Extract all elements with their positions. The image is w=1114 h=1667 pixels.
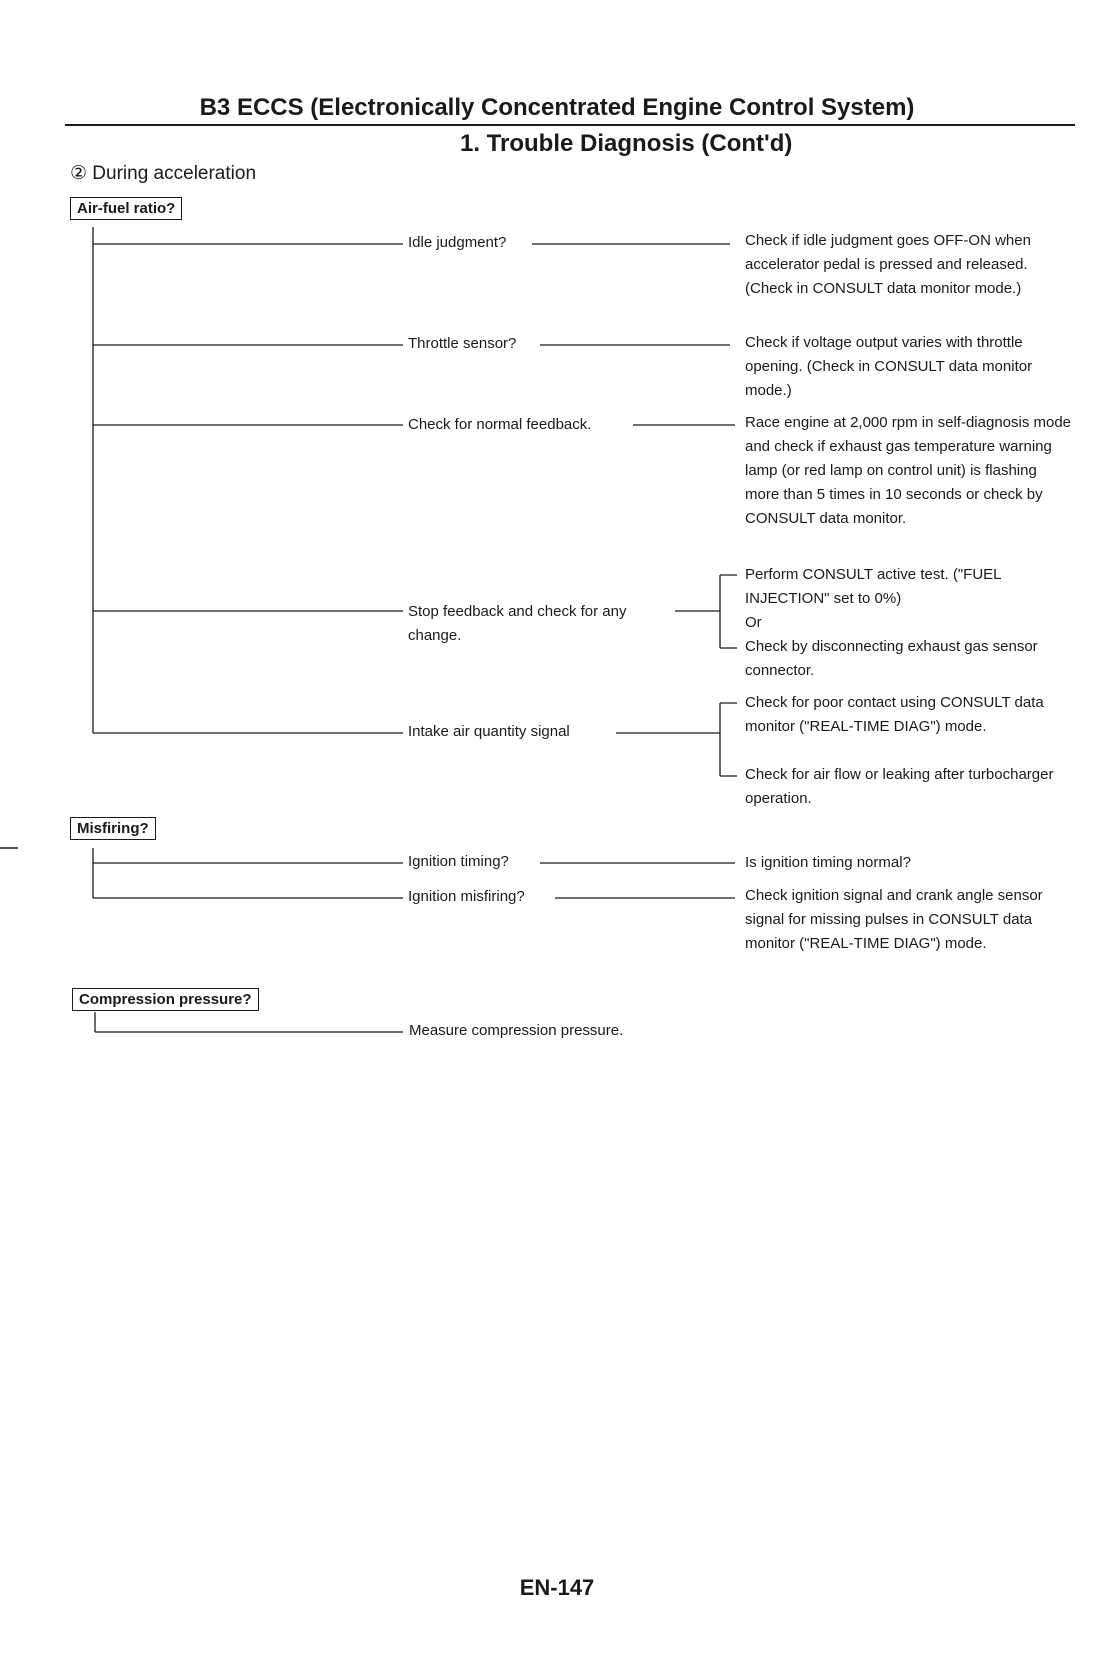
page-number: EN-147 <box>519 1575 595 1600</box>
section-title: ② During acceleration <box>70 163 257 184</box>
check-label-idle-judgment: Idle judgment? <box>405 234 509 251</box>
action-text: Check for poor contact using CONSULT data monitor ("REAL-TIME DIAG") mode. <box>745 694 1044 735</box>
check-label-ignition-misfiring: Ignition misfiring? <box>405 888 528 905</box>
check-label-throttle-sensor: Throttle sensor? <box>405 335 519 352</box>
action-text: Check for air flow or leaking after turbocharger operation. <box>745 766 1054 807</box>
group-box-compression-pressure: Compression pressure? <box>72 988 259 1011</box>
check-label-ignition-timing: Ignition timing? <box>405 853 512 870</box>
action-text: Race engine at 2,000 rpm in self-diagnosis mode and check if exhaust gas temperature warning lamp (or red lamp on control unit) is flashing more than 5 times in 10 seconds or check by CONSULT data monitor. <box>745 414 1072 527</box>
action-text: Perform CONSULT active test. ("FUEL INJECTION" set to 0%) <box>745 566 1001 607</box>
page-subtitle: 1. Trouble Diagnosis (Cont'd) <box>460 130 793 157</box>
action-text: Check if voltage output varies with throttle opening. (Check in CONSULT data monitor mode.) <box>745 334 1033 399</box>
check-label-measure-compression: Measure compression pressure. <box>406 1022 626 1039</box>
check-label-normal-feedback: Check for normal feedback. <box>405 416 594 433</box>
page-title: B3 ECCS (Electronically Concentrated Engine Control System) <box>199 94 915 121</box>
group-box-air-fuel-ratio: Air-fuel ratio? <box>70 197 182 220</box>
action-text: Check if idle judgment goes OFF-ON when accelerator pedal is pressed and released. (Check in CONSULT data monitor mode.) <box>745 232 1031 297</box>
action-text: Or <box>745 614 762 631</box>
group-box-misfiring: Misfiring? <box>70 817 156 840</box>
action-text: Check ignition signal and crank angle sensor signal for missing pulses in CONSULT data monitor ("REAL-TIME DIAG") mode. <box>745 887 1043 952</box>
action-text: Is ignition timing normal? <box>745 854 911 871</box>
check-label-intake-air: Intake air quantity signal <box>405 723 573 740</box>
check-label-stop-feedback: Stop feedback and check for any change. <box>408 603 627 644</box>
action-text: Check by disconnecting exhaust gas sensor connector. <box>745 638 1038 679</box>
